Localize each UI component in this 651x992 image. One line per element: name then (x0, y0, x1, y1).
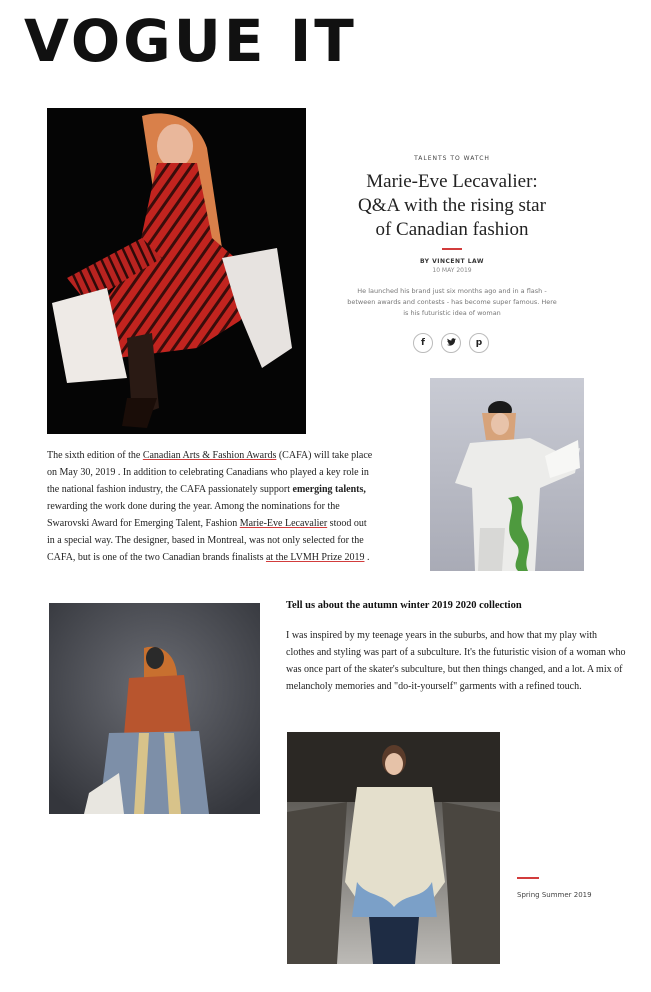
article-dek: He launched his brand just six months ago and in a flash - between awards and contests - has become super famous. Here is his futuristic idea of woman (347, 287, 557, 317)
photo-caption: Spring Summer 2019 (517, 891, 592, 899)
photo-runway (287, 732, 500, 964)
hero-photo (47, 108, 306, 434)
intro-paragraph: The sixth edition of the Canadian Arts & Fashion Awards (CAFA) will take place on May 30, 2019 . In addition to celebrating Canadians who played a key role in the national fashion industry, the CAFA passionately support emerging talents, rewarding the work done during the year. Among the nominations for the Swarovski Award for Emerging Talent, Fashion Marie-Eve Lecavalier stood out in a special way. The designer, based in Montreal, was not only selected for the CAFA, but is one of the two Canadian brands finalists at the LVMH Prize 2019 . (47, 450, 373, 563)
caption-divider (517, 877, 539, 879)
pinterest-icon: p (475, 338, 483, 348)
title-divider (442, 248, 462, 250)
cafa-link[interactable]: Canadian Arts & Fashion Awards (142, 450, 277, 461)
byline[interactable]: BY VINCENT LAW (419, 258, 485, 265)
lvmh-prize-link[interactable]: at the LVMH Prize 2019 (265, 552, 365, 563)
masthead-logo[interactable]: VOGUE IT (24, 7, 357, 75)
article-kicker: TALENTS TO WATCH (414, 155, 490, 162)
designer-link[interactable]: Marie-Eve Lecavalier (239, 518, 328, 529)
article-title: Marie-Eve Lecavalier: Q&A with the rising star of Canadian fashion (358, 171, 546, 240)
photo-rust-jacket (49, 603, 260, 814)
share-facebook-button[interactable] (413, 333, 433, 353)
share-twitter-button[interactable] (441, 333, 461, 353)
publish-date: 10 MAY 2019 (432, 267, 472, 274)
facebook-icon: f (421, 338, 425, 348)
interview-question: Tell us about the autumn winter 2019 2020 collection (286, 600, 522, 611)
share-pinterest-button[interactable] (469, 333, 489, 353)
interview-answer: I was inspired by my teenage years in the suburbs, and how that my play with clothes and styling was part of a subculture. It's the futuristic vision of a woman who was once part of the skater's subculture, but then things changed, and a lot. A mix of melancholy memories and "do-it-yourself" garments with a refined touch. (286, 630, 626, 692)
photo-white-coat (430, 378, 584, 571)
twitter-icon (447, 338, 456, 349)
